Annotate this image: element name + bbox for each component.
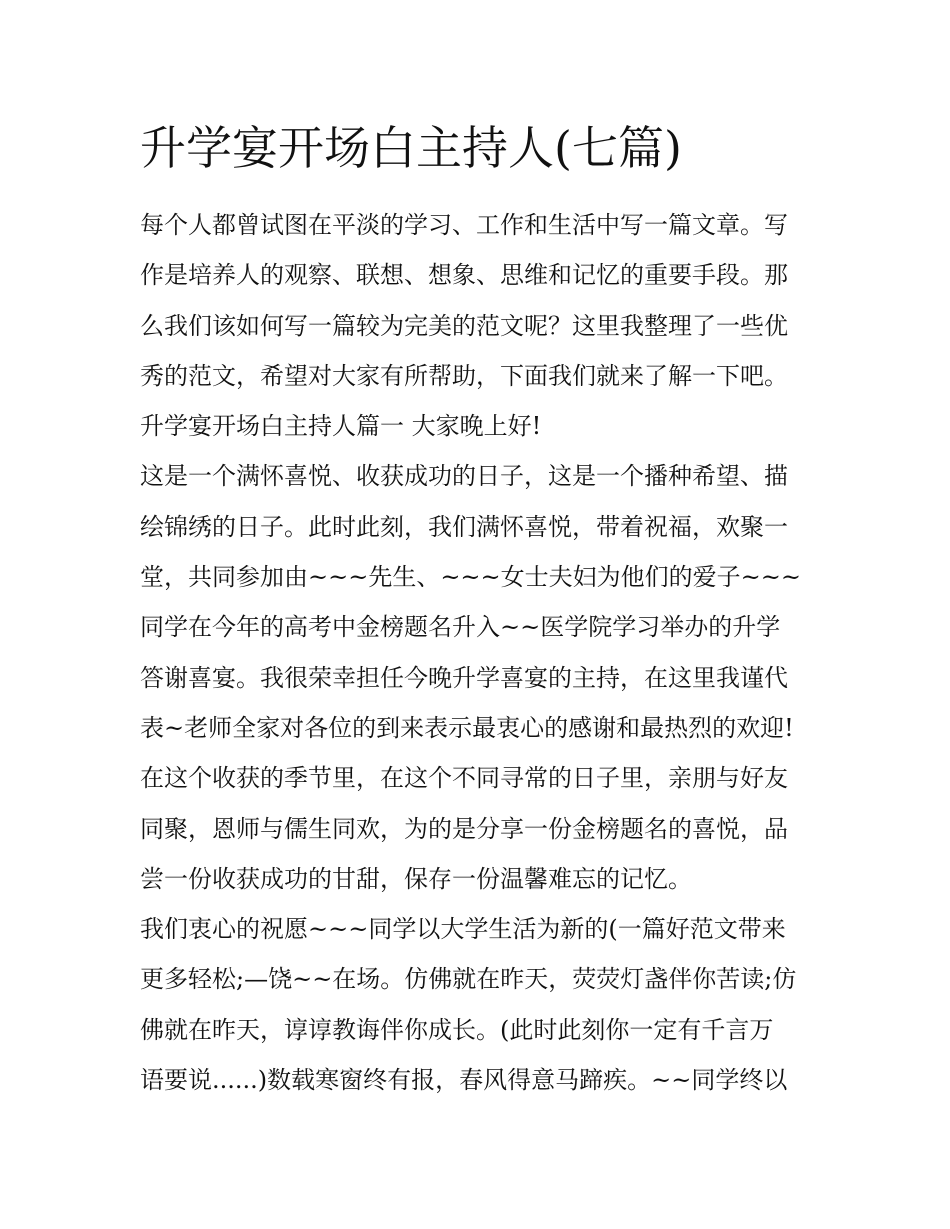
text-line: 我们衷心的祝愿~~~同学以大学生活为新的(一篇好范文带来 [140, 915, 786, 944]
text-line: 作是培养人的观察、联想、想象、思维和记忆的重要手段。那 [140, 261, 788, 290]
text-line: 在这个收获的季节里，在这个不同寻常的日子里，亲朋与好友 [140, 764, 788, 793]
text-line: 同学在今年的高考中金榜题名升入~~医学院学习举办的升学 [140, 613, 781, 642]
text-line: 同聚，恩师与儒生同欢，为的是分享一份金榜题名的喜悦，品 [140, 814, 788, 843]
text-line: 答谢喜宴。我很荣幸担任今晚升学喜宴的主持，在这里我谨代 [140, 663, 788, 692]
text-line: 秀的范文，希望对大家有所帮助，下面我们就来了解一下吧。 [140, 361, 788, 390]
text-line: 尝一份收获成功的甘甜，保存一份温馨难忘的记忆。 [140, 864, 692, 893]
text-line: 么我们该如何写一篇较为完美的范文呢？这里我整理了一些优 [140, 311, 788, 340]
text-line: 语要说......)数载寒窗终有报，春风得意马蹄疾。~~同学终以 [140, 1066, 788, 1095]
text-line: 堂，共同参加由~~~先生、~~~女士夫妇为他们的爱子~~~ [140, 563, 801, 592]
text-line: 绘锦绣的日子。此时此刻，我们满怀喜悦，带着祝福，欢聚一 [140, 512, 788, 541]
document-title: 升学宴开场白主持人(七篇) [140, 121, 682, 175]
text-line: 更多轻松;—饶~~在场。仿佛就在昨天，荧荧灯盏伴你苦读;仿 [140, 965, 797, 994]
text-line: 表~老师全家对各位的到来表示最衷心的感谢和最热烈的欢迎! [140, 713, 794, 742]
text-line: 每个人都曾试图在平淡的学习、工作和生活中写一篇文章。写 [140, 211, 788, 239]
text-line: 这是一个满怀喜悦、收获成功的日子，这是一个播种希望、描 [140, 462, 788, 491]
text-line: 佛就在昨天，谆谆教诲伴你成长。(此时此刻你一定有千言万 [140, 1015, 774, 1044]
document-body [140, 200, 820, 1105]
section-heading-line: 升学宴开场白主持人篇一 大家晚上好! [140, 412, 542, 441]
